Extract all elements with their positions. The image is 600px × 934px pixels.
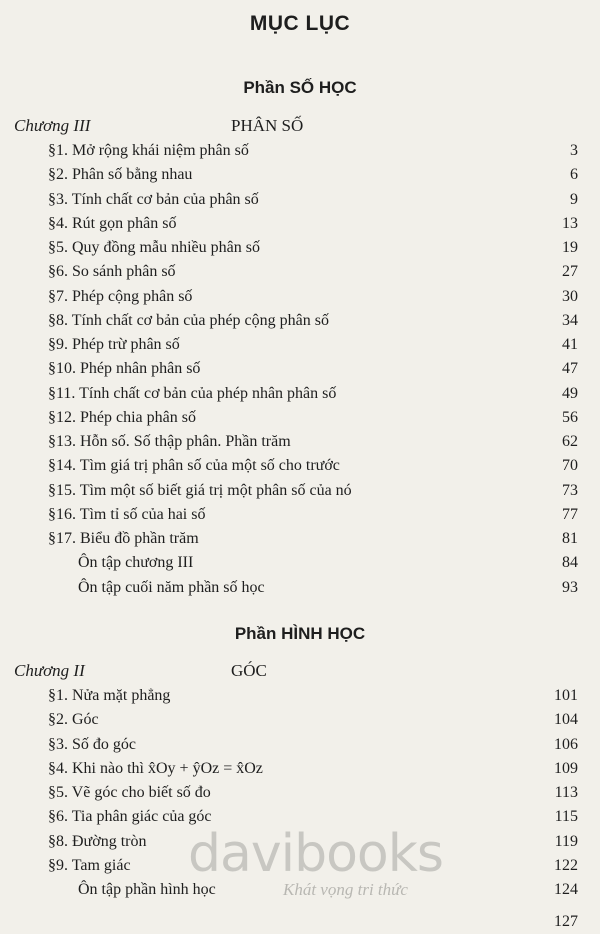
- toc-entry-title: §4. Rút gọn phân số: [48, 214, 177, 232]
- toc-entry-page: 81: [562, 530, 578, 547]
- toc-entry-title: §11. Tính chất cơ bản của phép nhân phân số: [48, 384, 337, 402]
- chapter-row-arithmetic: [14, 114, 304, 138]
- toc-entry: [0, 854, 600, 878]
- toc-entry-title: §12. Phép chia phân số: [48, 408, 196, 426]
- toc-entry-title: §6. So sánh phân số: [48, 263, 176, 281]
- toc-entry: [0, 406, 600, 430]
- toc-entry-title: §13. Hỗn số. Số thập phân. Phần trăm: [48, 433, 291, 450]
- toc-entry-page: 101: [554, 687, 578, 704]
- toc-entry-title: §8. Tính chất cơ bản của phép cộng phân số: [48, 311, 329, 329]
- toc-entry-title: §15. Tìm một số biết giá trị một phân số của nó: [48, 481, 352, 499]
- toc-entry-title: Ôn tập phần hình học: [78, 881, 216, 898]
- toc-entry: [0, 188, 600, 212]
- toc-entry: [0, 757, 600, 781]
- chapter-title: PHÂN SỐ: [231, 116, 304, 135]
- toc-entry: [0, 576, 600, 600]
- toc-entry-page: 93: [562, 578, 578, 596]
- toc-entry-title: §3. Số đo góc: [48, 735, 136, 753]
- toc-entry: [0, 733, 600, 757]
- toc-entry: [0, 333, 600, 357]
- toc-entry-title: §14. Tìm giá trị phân số của một số cho trước: [48, 457, 340, 475]
- toc-list-arithmetic: [0, 139, 600, 600]
- toc-entry-title: §8. Đường tròn: [48, 832, 147, 850]
- toc-entry-page: 3: [570, 142, 578, 159]
- toc-entry-title: §6. Tia phân giác của góc: [48, 808, 212, 826]
- toc-entry-page: 77: [562, 505, 578, 523]
- toc-entry-page: 19: [562, 239, 578, 256]
- toc-entry-page: 109: [554, 759, 578, 777]
- toc-entry-title: Ôn tập cuối năm phần số học: [78, 578, 265, 596]
- watermark-slogan: Khát vọng tri thức: [283, 880, 408, 899]
- chapter-label: Chương III: [14, 116, 91, 135]
- toc-entry: [0, 830, 600, 854]
- toc-entry: [0, 708, 600, 732]
- toc-entry-page: 41: [562, 336, 578, 353]
- toc-entry: [0, 236, 600, 260]
- toc-entry-page: 115: [554, 808, 578, 826]
- toc-entry: [0, 357, 600, 381]
- chapter-label: Chương II: [14, 661, 85, 680]
- toc-entry-title: §9. Tam giác: [48, 856, 131, 874]
- toc-entry: [0, 805, 600, 829]
- toc-entry-title: §17. Biểu đồ phần trăm: [48, 530, 199, 547]
- toc-entry: [0, 309, 600, 333]
- toc-entry: [0, 781, 600, 805]
- toc-entry-page: 104: [554, 711, 578, 729]
- toc-entry: [0, 454, 600, 478]
- part-heading-geometry: Phần HÌNH HỌC: [234, 624, 366, 643]
- toc-entry: [0, 684, 600, 708]
- trailing-page-number: 127: [554, 913, 578, 930]
- toc-entry: [0, 139, 600, 163]
- watermark-logo: davibooks: [188, 824, 443, 884]
- toc-entry-title: §10. Phép nhân phân số: [48, 360, 201, 378]
- toc-entry-title: §3. Tính chất cơ bản của phân số: [48, 190, 259, 208]
- page-title: MỤC LỤC: [249, 12, 351, 35]
- toc-entry-title: §5. Quy đồng mẫu nhiều phân số: [48, 239, 260, 256]
- toc-entry-page: 27: [562, 263, 578, 281]
- toc-entry-page: 70: [562, 457, 578, 475]
- toc-entry-page: 49: [562, 384, 578, 402]
- toc-entry-page: 73: [562, 481, 578, 499]
- toc-entry-page: 124: [554, 881, 578, 898]
- chapter-row-geometry: [14, 659, 267, 683]
- toc-entry: [0, 382, 600, 406]
- toc-entry-title: §5. Vẽ góc cho biết số đo: [48, 784, 211, 801]
- part-heading-arithmetic: Phần SỐ HỌC: [243, 78, 357, 97]
- toc-entry-title: §2. Góc: [48, 711, 99, 729]
- toc-entry-page: 62: [562, 433, 578, 450]
- toc-entry-title: §1. Nửa mặt phẳng: [48, 687, 171, 704]
- toc-entry-page: 122: [554, 856, 578, 874]
- toc-entry: [0, 479, 600, 503]
- toc-entry-page: 84: [562, 554, 578, 572]
- toc-entry: [0, 260, 600, 284]
- toc-entry: [0, 527, 600, 551]
- toc-entry: [0, 285, 600, 309]
- toc-entry-page: 56: [562, 408, 578, 426]
- toc-entry-title: Ôn tập chương III: [78, 554, 194, 572]
- toc-entry-title: §2. Phân số bằng nhau: [48, 166, 193, 184]
- toc-entry-page: 13: [562, 214, 578, 232]
- toc-entry-title: §1. Mở rộng khái niệm phân số: [48, 142, 249, 159]
- chapter-title: GÓC: [231, 661, 267, 680]
- toc-entry: [0, 551, 600, 575]
- toc-entry-title: §9. Phép trừ phân số: [48, 336, 180, 353]
- toc-entry: [0, 878, 600, 902]
- toc-entry-title: §4. Khi nào thì x̂Oy + ŷOz = x̂Oz: [48, 759, 263, 777]
- toc-entry-page: 34: [562, 311, 578, 329]
- toc-entry-page: 30: [562, 287, 578, 305]
- toc-entry: [0, 212, 600, 236]
- toc-entry-page: 6: [570, 166, 578, 184]
- toc-entry-title: §16. Tìm tỉ số của hai số: [48, 505, 206, 523]
- toc-entry: [0, 430, 600, 454]
- toc-entry-page: 119: [554, 832, 578, 850]
- toc-entry-page: 106: [554, 735, 578, 753]
- toc-entry-title: §7. Phép cộng phân số: [48, 287, 193, 305]
- toc-entry: [0, 163, 600, 187]
- toc-entry-page: 47: [562, 360, 578, 378]
- toc-list-geometry: [0, 684, 600, 902]
- toc-entry-page: 113: [554, 784, 578, 801]
- toc-entry-page: 9: [570, 190, 578, 208]
- toc-entry: [0, 503, 600, 527]
